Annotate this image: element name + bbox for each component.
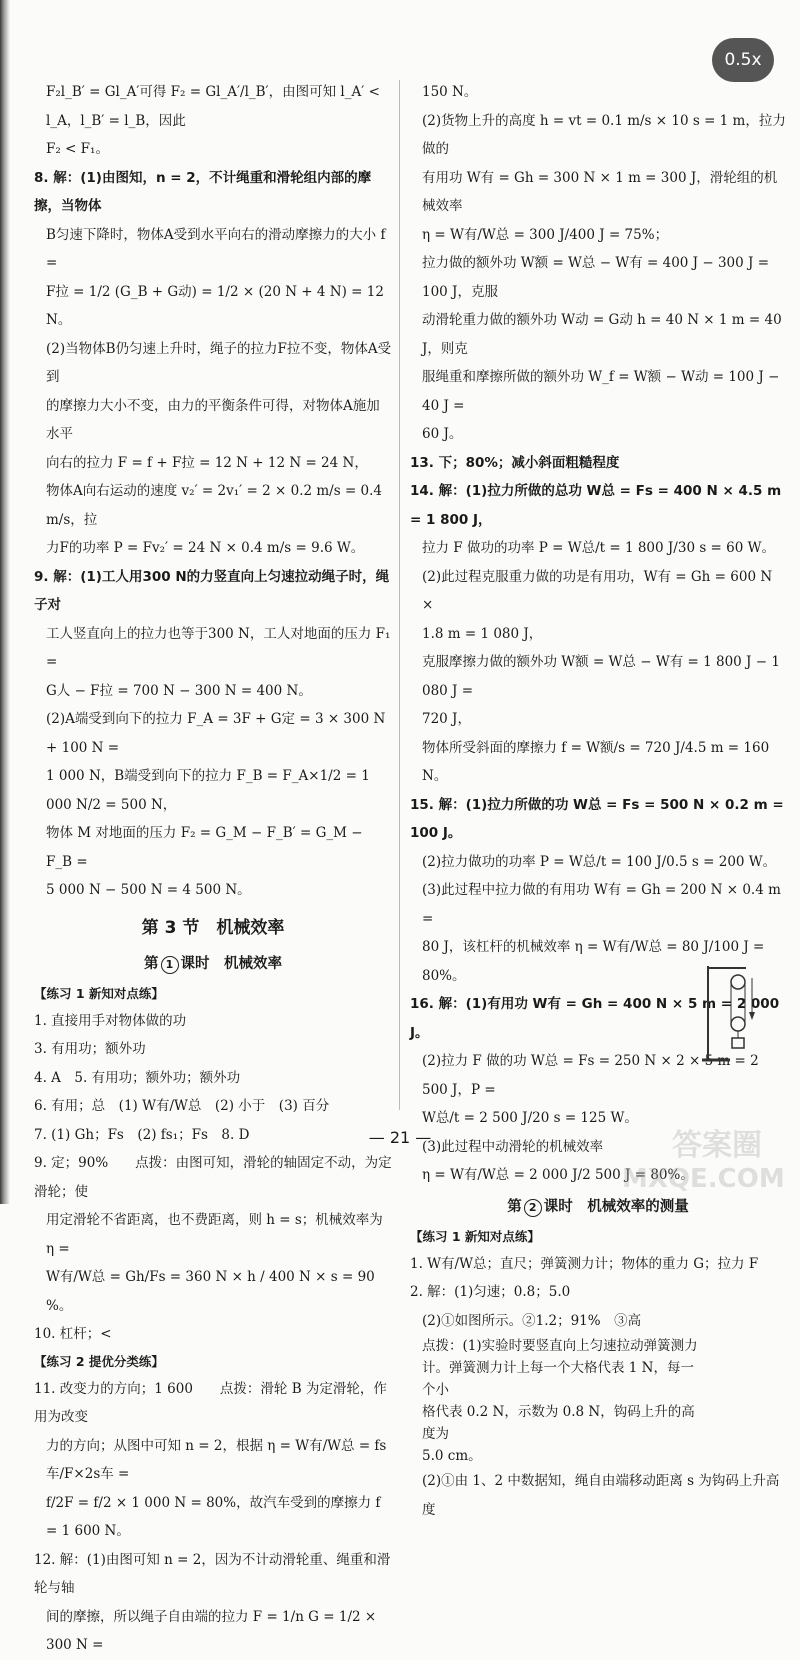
- text-line: (2)货物上升的高度 h = vt = 0.1 m/s × 10 s = 1 m，拉力做的: [422, 112, 786, 157]
- lesson-number-circle: 2: [524, 1199, 542, 1217]
- answer-line: 计。弹簧测力计上每一个大格代表 1 N，每一个小: [422, 1360, 694, 1398]
- answer-line: 2. 解：(1)匀速；0.8；5.0: [410, 1284, 571, 1300]
- pulley-apparatus-figure: [700, 964, 764, 1064]
- answer-14-line: 14. 解：(1)拉力所做的总功 W总 = Fs = 400 N × 4.5 m = 1 800 J，: [410, 483, 786, 528]
- text-line: 物体所受斜面的摩擦力 f = W额/s = 720 J/4.5 m = 160 N。: [422, 739, 774, 784]
- text-line: F₂ < F₁。: [46, 141, 109, 157]
- column-divider: [399, 80, 400, 1110]
- text-line: 拉力做的额外功 W额 = W总 − W有 = 400 J − 300 J = 100 J，克服: [422, 255, 774, 300]
- watermark-site: MXQE.COM: [622, 1164, 785, 1194]
- lesson-title-prefix: 第: [507, 1198, 522, 1215]
- answer-line: 6. 有用；总 (1) W有/W总 (2) 小于 (3) 百分: [34, 1098, 330, 1114]
- text-line: η = W有/W总 = 2 000 J/2 500 J = 80%。: [422, 1167, 694, 1183]
- answer-line: 9. 定；90% 点拨：由图可知，滑轮的轴固定不动，为定滑轮；使: [34, 1155, 392, 1200]
- answer-line: 11. 改变力的方向；1 600 点拨：滑轮 B 为定滑轮，作用为改变: [34, 1380, 387, 1425]
- answer-line: 7. (1) Gh；Fs (2) fs₁；Fs 8. D: [34, 1126, 250, 1143]
- text-line: 力F的功率 P = Fv₂′ = 24 N × 0.4 m/s = 9.6 W。: [46, 540, 365, 556]
- watermark-brand: 答案圈: [672, 1128, 762, 1163]
- answer-line: 5.0 cm。: [422, 1448, 482, 1464]
- text-line: F拉 = 1/2 (G_B + G动) = 1/2 × (20 N + 4 N) = 12 N。: [46, 283, 389, 328]
- answer-line: 1. W有/W总；直尺；弹簧测力计；物体的重力 G；拉力 F: [410, 1255, 759, 1272]
- lesson-title-prefix: 第: [144, 955, 159, 972]
- answer-line: (2)①由 1、2 中数据知，绳自由端移动距离 s 为钩码上升高度: [422, 1473, 780, 1518]
- text-line: 动滑轮重力做的额外功 W动 = G动 h = 40 N × 1 m = 40 J，则克: [422, 312, 786, 357]
- answer-13-line: 13. 下；80%；减小斜面粗糙程度: [410, 454, 620, 471]
- text-line: 工人竖直向上的拉力也等于300 N，工人对地面的压力 F₁ =: [46, 625, 395, 670]
- text-line: W总/t = 2 500 J/20 s = 125 W。: [422, 1110, 638, 1126]
- text-line: 1.8 m = 1 080 J，: [422, 625, 543, 642]
- text-line: 向右的拉力 F = f + F拉 = 12 N + 12 N = 24 N，: [46, 454, 368, 471]
- text-line: 5 000 N − 500 N = 4 500 N。: [46, 882, 251, 898]
- answer-line: 力的方向；从图中可知 n = 2，根据 η = W有/W总 = fs车/F×2s车 =: [46, 1437, 387, 1482]
- lesson-title-text: 课时 机械效率的测量: [543, 1198, 689, 1215]
- page-number: — 21 —: [368, 1128, 432, 1147]
- answer-8-line: 8. 解：(1)由图知，n = 2，不计绳重和滑轮组内部的摩擦，当物体: [34, 169, 372, 214]
- lesson-1-title: [34, 947, 392, 981]
- answer-16-line: 16. 解：(1)有用功 W有 = Gh = 400 N × 5 m = 2 000 J。: [410, 996, 784, 1041]
- text-line: (3)此过程中动滑轮的机械效率: [422, 1138, 604, 1155]
- text-line: (3)此过程中拉力做的有用功 W有 = Gh = 200 N × 0.4 m =: [422, 882, 786, 927]
- text-line: 80 J，该杠杆的机械效率 η = W有/W总 = 80 J/100 J = 80%。: [422, 939, 769, 984]
- lesson-title-text: 课时 机械效率: [180, 955, 282, 972]
- right-column: [410, 78, 789, 1524]
- text-line: (2)此过程克服重力做的功是有用功，W有 = Gh = 600 N ×: [422, 568, 777, 613]
- text-line: 1 000 N，B端受到向下的拉力 F_B = F_A×1/2 = 1 000 N/2 = 500 N，: [46, 768, 375, 813]
- left-column: [34, 78, 395, 1660]
- text-line: 物体A向右运动的速度 v₂′ = 2v₁′ = 2 × 0.2 m/s = 0.4 m/s，拉: [46, 483, 387, 528]
- answer-15-line: 15. 解：(1)拉力所做的功 W总 = Fs = 500 N × 0.2 m = 100 J。: [410, 796, 789, 841]
- answer-line: (2)①如图所示。②1.2；91% ③高: [422, 1312, 642, 1329]
- section-title: 第 3 节 机械效率: [141, 917, 285, 938]
- text-line: 的摩擦力大小不变，由力的平衡条件可得，对物体A施加水平: [46, 397, 380, 442]
- text-line: G人 − F拉 = 700 N − 300 N = 400 N。: [46, 682, 312, 699]
- answer-9-line: 9. 解：(1)工人用300 N的力竖直向上匀速拉动绳子时，绳子对: [34, 568, 390, 613]
- page-binding-edge: [0, 0, 10, 1204]
- watermark-logo: [612, 1120, 792, 1200]
- answer-line: 点拨：(1)实验时要竖直向上匀速拉动弹簧测力: [422, 1338, 698, 1354]
- answer-line: 10. 杠杆；<: [34, 1326, 112, 1342]
- answer-line: 12. 解：(1)由图可知 n = 2，因为不计动滑轮重、绳重和滑轮与轴: [34, 1551, 391, 1596]
- answer-line: 用定滑轮不省距离，也不费距离，则 h = s；机械效率为 η =: [46, 1212, 388, 1257]
- text-line: B匀速下降时，物体A受到水平向右的滑动摩擦力的大小 f =: [46, 226, 390, 271]
- text-line: 720 J，: [422, 711, 471, 727]
- text-line: 有用功 W有 = Gh = 300 N × 1 m = 300 J，滑轮组的机械效率: [422, 169, 778, 214]
- text-line: (2)当物体B仍匀速上升时，绳子的拉力F拉不变，物体A受到: [46, 340, 392, 385]
- text-line: (2)拉力 F 做的功 W总 = Fs = 250 N × 2 × 5 m = 2 500 J，P =: [422, 1053, 764, 1098]
- answer-line: 1. 直接用手对物体做的功: [34, 1012, 187, 1029]
- answer-line: 4. A 5. 有用功；额外功；额外功: [34, 1069, 241, 1086]
- text-line: 150 N。: [422, 84, 478, 100]
- practice-1-heading: 【练习 1 新知对点练】: [34, 985, 164, 1001]
- answer-line: f/2F = f/2 × 1 000 N = 80%，故汽车受到的摩擦力 f = 1 600 N。: [46, 1494, 385, 1539]
- text-line: (2)A端受到向下的拉力 F_A = 3F + G定 = 3 × 300 N + 100 N =: [46, 711, 390, 756]
- practice-2-heading: 【练习 2 提优分类练】: [34, 1353, 164, 1369]
- practice-1-heading: 【练习 1 新知对点练】: [410, 1228, 540, 1244]
- text-line: η = W有/W总 = 300 J/400 J = 75%；: [422, 226, 669, 243]
- text-line: 物体 M 对地面的压力 F₂ = G_M − F_B′ = G_M − F_B =: [46, 825, 367, 870]
- answer-line: W有/W总 = Gh/Fs = 360 N × h / 400 N × s = 90 %。: [46, 1269, 380, 1314]
- text-line: (2)拉力做功的功率 P = W总/t = 100 J/0.5 s = 200 W。: [422, 853, 777, 870]
- zoom-level-badge[interactable]: [712, 38, 774, 82]
- text-line: 克服摩擦力做的额外功 W额 = W总 − W有 = 1 800 J − 1 080 J =: [422, 654, 785, 699]
- text-line: 服绳重和摩擦所做的额外功 W_f = W额 − W动 = 100 J − 40 J =: [422, 369, 784, 414]
- text-line: 拉力 F 做功的功率 P = W总/t = 1 800 J/30 s = 60 W。: [422, 540, 775, 556]
- text-line: F₂l_B′ = Gl_A′可得 F₂ = Gl_A′/l_B′，由图可知 l_A′ < l_A，l_B′ = l_B，因此: [46, 84, 385, 129]
- lesson-number-circle: 1: [161, 956, 179, 974]
- text-line: 60 J。: [422, 426, 463, 442]
- answer-line: 3. 有用功；额外功: [34, 1041, 146, 1057]
- answer-line: 间的摩擦，所以绳子自由端的拉力 F = 1/n G = 1/2 × 300 N =: [46, 1608, 381, 1653]
- answer-line: 格代表 0.2 N，示数为 0.8 N，钩码上升的高度为: [422, 1404, 695, 1442]
- zoom-level-text: 0.5x: [724, 50, 762, 70]
